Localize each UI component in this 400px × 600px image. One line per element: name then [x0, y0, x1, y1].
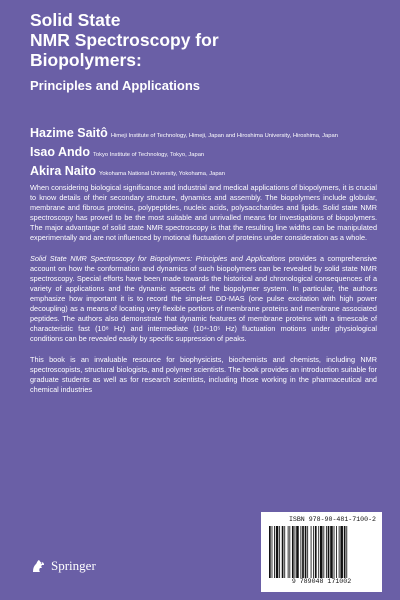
author-entry	[30, 125, 380, 144]
blurb	[30, 183, 377, 406]
author-entry	[30, 144, 380, 163]
blurb-paragraph-2	[30, 254, 377, 344]
book-title-line-2: NMR Spectroscopy for	[30, 30, 219, 50]
barcode-panel	[261, 512, 382, 592]
author-name: Hazime Saitô	[30, 126, 108, 140]
author-affiliation: Yokohama National University, Yokohama, Japan	[99, 171, 225, 177]
book-subtitle: Principles and Applications	[30, 78, 200, 93]
author-list	[30, 125, 380, 182]
book-title-line-3: Biopolymers:	[30, 50, 142, 70]
ean-number: 9 789048 171002	[291, 578, 352, 585]
author-entry	[30, 163, 380, 182]
title-block	[30, 10, 360, 94]
blurb-paragraph-3: This book is an invaluable resource for biophysicists, biochemists and chemists, including NMR spectroscopists, structural biologists, and polymer scientists. The book provides an introduction suitable for graduate students as well as for research scientists, including those working in the pharmaceutical and chemical industries	[30, 355, 377, 394]
author-name: Akira Naito	[30, 164, 96, 178]
author-affiliation: Tokyo Institute of Technology, Tokyo, Japan	[92, 152, 205, 158]
blurb-paragraph-2-text: provides a comprehensive account on how the conformation and dynamics of such biopolymers can be revealed by solid state NMR spectroscopy. Special efforts have been made towards the historical and chronological consequences of a variety of applications and the dynamic aspects of the biopolymer system. In particular, the authors emphasize how important it is to record the simplest DD-MAS (one pulse excitation with high power decoupling) as a means of locating very flexible portions of membrane proteins and membrane associated peptides. The authors also demonstrate that dynamic features of membrane proteins with a timescale of characteristic fast (10⁸ Hz) and intermediate (10⁴-10⁵ Hz) fluctuation motions under physiological conditions can be revealed easily by specific suppression of peaks.	[30, 254, 377, 343]
author-name: Isao Ando	[30, 145, 90, 159]
cover-footer	[0, 508, 400, 600]
author-affiliation: Himeji Institute of Technology, Himeji, Japan and Hiroshima University, Hiroshima, Japan	[110, 133, 338, 139]
book-title-italic: Solid State NMR Spectroscopy for Biopolymers: Principles and Applications	[30, 254, 286, 263]
book-title-line-1: Solid State	[30, 10, 121, 30]
publisher-logo	[30, 558, 96, 574]
publisher-name: Springer	[51, 558, 96, 573]
isbn-label: ISBN 978-90-481-7100-2	[288, 516, 376, 523]
springer-horse-icon	[30, 558, 46, 574]
blurb-paragraph-1: When considering biological significance and industrial and medical applications of biopolymers, it is crucial to know details of their secondary structure, dynamics and assembly. The biopolymers include globular, membrane and fibrous proteins, polypeptides, nucleic acids, polysaccharides and lipids. Solid state NMR spectroscopy has proved to be the most suitable and unrivalled means for investigations of biopolymers. The major advantage of solid state NMR spectroscopy is that the resulting line widths can be manipulated experimentally and are not influenced by motional fluctuation of proteins under consideration as a whole.	[30, 183, 377, 242]
barcode-icon	[267, 526, 376, 578]
